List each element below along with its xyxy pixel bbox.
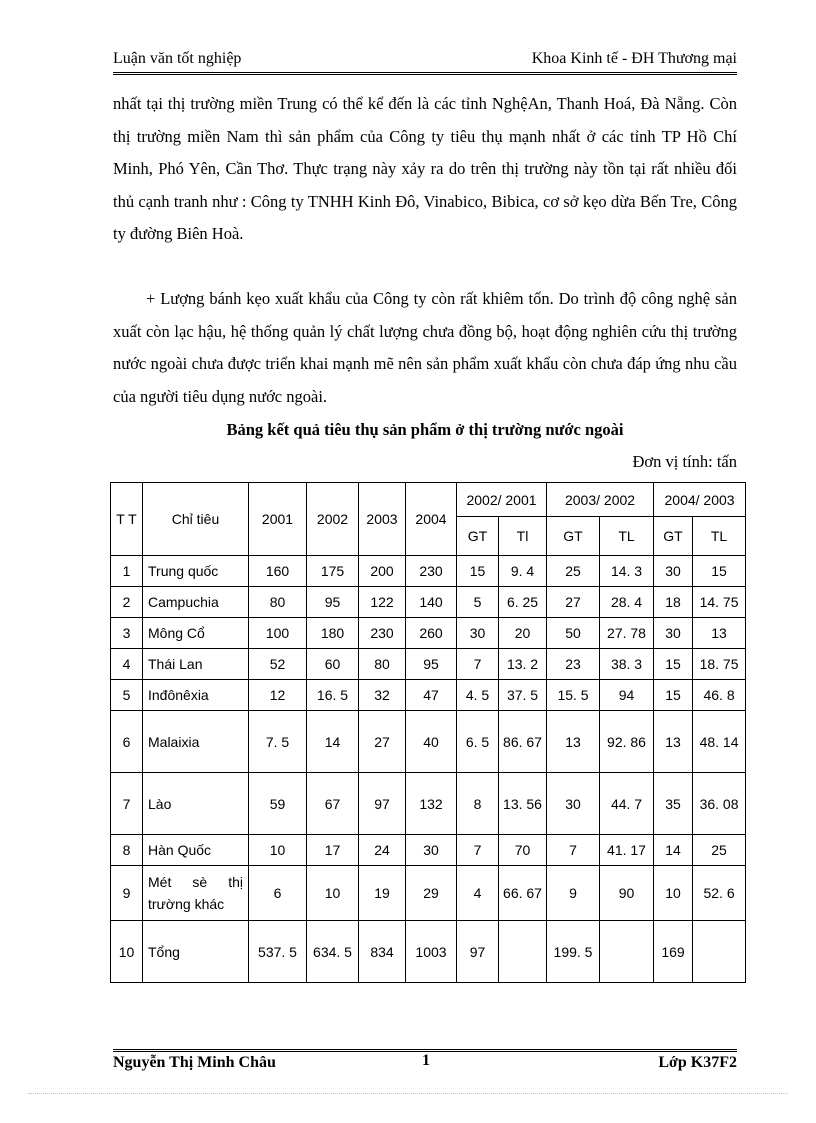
value-cell: 13. 56 [499, 773, 547, 835]
value-cell: 80 [359, 649, 406, 680]
value-cell: 41. 17 [600, 835, 654, 866]
col-indicator-header: Chỉ tiêu [143, 483, 249, 556]
value-cell: 169 [654, 921, 693, 983]
col-2003-header: 2003 [359, 483, 406, 556]
value-cell: 46. 8 [693, 680, 746, 711]
value-cell: 95 [406, 649, 457, 680]
row-index-cell: 9 [111, 866, 143, 921]
value-cell [600, 921, 654, 983]
value-cell: 9. 4 [499, 556, 547, 587]
value-cell: 90 [600, 866, 654, 921]
value-cell: 10 [307, 866, 359, 921]
value-cell: 10 [249, 835, 307, 866]
footer-author: Nguyễn Thị Minh Châu [113, 1054, 276, 1071]
value-cell: 59 [249, 773, 307, 835]
row-index-cell: 5 [111, 680, 143, 711]
value-cell: 70 [499, 835, 547, 866]
value-cell: 13. 2 [499, 649, 547, 680]
value-cell: 92. 86 [600, 711, 654, 773]
page-number: 1 [422, 1052, 430, 1069]
footer-rule-2 [113, 1051, 737, 1052]
table-row [111, 921, 746, 983]
value-cell: 199. 5 [547, 921, 600, 983]
value-cell: 18. 75 [693, 649, 746, 680]
value-cell: 6 [249, 866, 307, 921]
page-header [113, 50, 737, 70]
value-cell: 15 [693, 556, 746, 587]
g1-tl-header: Tl [499, 517, 547, 556]
header-left: Luận văn tốt nghiệp [113, 50, 242, 67]
group-2002-2001-header: 2002/ 2001 [457, 483, 547, 517]
value-cell: 27 [547, 587, 600, 618]
table-row [111, 866, 746, 921]
value-cell: 160 [249, 556, 307, 587]
value-cell: 4 [457, 866, 499, 921]
value-cell: 97 [359, 773, 406, 835]
value-cell: 40 [406, 711, 457, 773]
table-row [111, 773, 746, 835]
value-cell: 30 [406, 835, 457, 866]
row-index-cell: 2 [111, 587, 143, 618]
value-cell: 9 [547, 866, 600, 921]
value-cell: 29 [406, 866, 457, 921]
header-rule [113, 72, 737, 73]
value-cell: 23 [547, 649, 600, 680]
table-row [111, 556, 746, 587]
group-2003-2002-header: 2003/ 2002 [547, 483, 654, 517]
row-index-cell: 3 [111, 618, 143, 649]
value-cell: 15. 5 [547, 680, 600, 711]
value-cell: 95 [307, 587, 359, 618]
value-cell: 180 [307, 618, 359, 649]
value-cell: 12 [249, 680, 307, 711]
row-index-cell: 4 [111, 649, 143, 680]
row-index-cell: 8 [111, 835, 143, 866]
table-row [111, 587, 746, 618]
value-cell: 60 [307, 649, 359, 680]
value-cell: 38. 3 [600, 649, 654, 680]
paragraph-2: + Lượng bánh kẹo xuất khẩu của Công ty còn rất khiêm tốn. Do trình độ công nghệ sản xuất còn lạc hậu, hệ thống quản lý chất lượng chưa đồng bộ, hoạt động nghiên cứu thị trường nước ngoài chưa được triển khai mạnh mẽ nên sản phẩm xuất khẩu còn chưa đáp ứng nhu cầu của người tiêu dụng nước ngoài. [113, 289, 737, 406]
value-cell: 14. 3 [600, 556, 654, 587]
value-cell: 52. 6 [693, 866, 746, 921]
table-caption: Bảng kết quả tiêu thụ sản phẩm ở thị trường nước ngoài [226, 420, 624, 439]
g2-gt-header: GT [547, 517, 600, 556]
value-cell: 7 [457, 835, 499, 866]
value-cell: 15 [654, 680, 693, 711]
value-cell: 7 [547, 835, 600, 866]
g1-gt-header: GT [457, 517, 499, 556]
value-cell: 25 [547, 556, 600, 587]
value-cell: 10 [654, 866, 693, 921]
row-index-cell: 10 [111, 921, 143, 983]
value-cell: 140 [406, 587, 457, 618]
row-label-cell: Malaixia [143, 711, 249, 773]
col-2002-header: 2002 [307, 483, 359, 556]
header-row-1 [111, 483, 746, 517]
value-cell: 28. 4 [600, 587, 654, 618]
value-cell: 94 [600, 680, 654, 711]
row-label-cell: Thái Lan [143, 649, 249, 680]
value-cell: 27 [359, 711, 406, 773]
value-cell: 13 [693, 618, 746, 649]
value-cell: 1003 [406, 921, 457, 983]
value-cell: 30 [547, 773, 600, 835]
footer-rule [113, 1049, 737, 1050]
value-cell: 4. 5 [457, 680, 499, 711]
value-cell: 200 [359, 556, 406, 587]
col-tt-header: T T [111, 483, 143, 556]
page-edge [28, 1093, 788, 1094]
value-cell: 67 [307, 773, 359, 835]
value-cell: 122 [359, 587, 406, 618]
row-index-cell: 7 [111, 773, 143, 835]
value-cell: 17 [307, 835, 359, 866]
row-index-cell: 1 [111, 556, 143, 587]
value-cell: 5 [457, 587, 499, 618]
value-cell: 47 [406, 680, 457, 711]
value-cell: 20 [499, 618, 547, 649]
value-cell: 230 [359, 618, 406, 649]
value-cell: 35 [654, 773, 693, 835]
value-cell: 32 [359, 680, 406, 711]
value-cell: 19 [359, 866, 406, 921]
value-cell: 13 [547, 711, 600, 773]
value-cell: 30 [654, 556, 693, 587]
value-cell: 27. 78 [600, 618, 654, 649]
value-cell: 25 [693, 835, 746, 866]
value-cell: 537. 5 [249, 921, 307, 983]
value-cell: 14 [654, 835, 693, 866]
value-cell: 66. 67 [499, 866, 547, 921]
table-row [111, 711, 746, 773]
row-index-cell: 6 [111, 711, 143, 773]
value-cell: 230 [406, 556, 457, 587]
value-cell: 13 [654, 711, 693, 773]
row-label-cell: Campuchia [143, 587, 249, 618]
value-cell: 30 [457, 618, 499, 649]
value-cell: 175 [307, 556, 359, 587]
value-cell: 97 [457, 921, 499, 983]
value-cell: 14 [307, 711, 359, 773]
header-rule-2 [113, 74, 737, 75]
value-cell: 36. 08 [693, 773, 746, 835]
row-label-cell: Hàn Quốc [143, 835, 249, 866]
col-2004-header: 2004 [406, 483, 457, 556]
value-cell: 15 [654, 649, 693, 680]
row-label-cell: Mét sè thị trường khác [143, 866, 249, 921]
value-cell: 260 [406, 618, 457, 649]
value-cell: 52 [249, 649, 307, 680]
value-cell: 16. 5 [307, 680, 359, 711]
value-cell: 80 [249, 587, 307, 618]
value-cell: 24 [359, 835, 406, 866]
col-2001-header: 2001 [249, 483, 307, 556]
table-row [111, 649, 746, 680]
table-row [111, 835, 746, 866]
row-label-cell: Tổng [143, 921, 249, 983]
value-cell: 8 [457, 773, 499, 835]
value-cell: 100 [249, 618, 307, 649]
value-cell: 7 [457, 649, 499, 680]
export-table [110, 482, 746, 983]
value-cell: 15 [457, 556, 499, 587]
value-cell: 14. 75 [693, 587, 746, 618]
g2-tl-header: TL [600, 517, 654, 556]
value-cell: 634. 5 [307, 921, 359, 983]
table-row [111, 680, 746, 711]
g3-tl-header: TL [693, 517, 746, 556]
row-label-cell: Lào [143, 773, 249, 835]
row-label-cell: Trung quốc [143, 556, 249, 587]
row-label-cell: Mông Cổ [143, 618, 249, 649]
paragraph-1: nhất tại thị trường miền Trung có thể kể đến là các tỉnh NghệAn, Thanh Hoá, Đà Nẵng. Còn thị trường miền Nam thì sản phẩm của Công ty tiêu thụ mạnh nhất ở các tỉnh TP Hồ Chí Minh, Phó Yên, Cần Thơ. Thực trạng này xảy ra do trên thị trường này tồn tại rất nhiều đối thủ cạnh tranh như : Công ty TNHH Kinh Đô, Vinabico, Bibica, cơ sở kẹo dừa Bến Tre, Công ty đường Biên Hoà. [113, 94, 737, 243]
value-cell: 6. 25 [499, 587, 547, 618]
group-2004-2003-header: 2004/ 2003 [654, 483, 746, 517]
g3-gt-header: GT [654, 517, 693, 556]
table-unit: Đơn vị tính: tấn [632, 452, 737, 471]
value-cell: 7. 5 [249, 711, 307, 773]
value-cell: 30 [654, 618, 693, 649]
value-cell: 834 [359, 921, 406, 983]
value-cell: 48. 14 [693, 711, 746, 773]
value-cell: 50 [547, 618, 600, 649]
value-cell: 86. 67 [499, 711, 547, 773]
value-cell: 37. 5 [499, 680, 547, 711]
header-right: Khoa Kinh tế - ĐH Thương mại [531, 50, 737, 67]
value-cell: 132 [406, 773, 457, 835]
value-cell: 44. 7 [600, 773, 654, 835]
value-cell: 18 [654, 587, 693, 618]
value-cell [499, 921, 547, 983]
row-label-cell: Inđônêxia [143, 680, 249, 711]
value-cell: 6. 5 [457, 711, 499, 773]
value-cell [693, 921, 746, 983]
table-row [111, 618, 746, 649]
footer-class: Lớp K37F2 [658, 1054, 737, 1071]
